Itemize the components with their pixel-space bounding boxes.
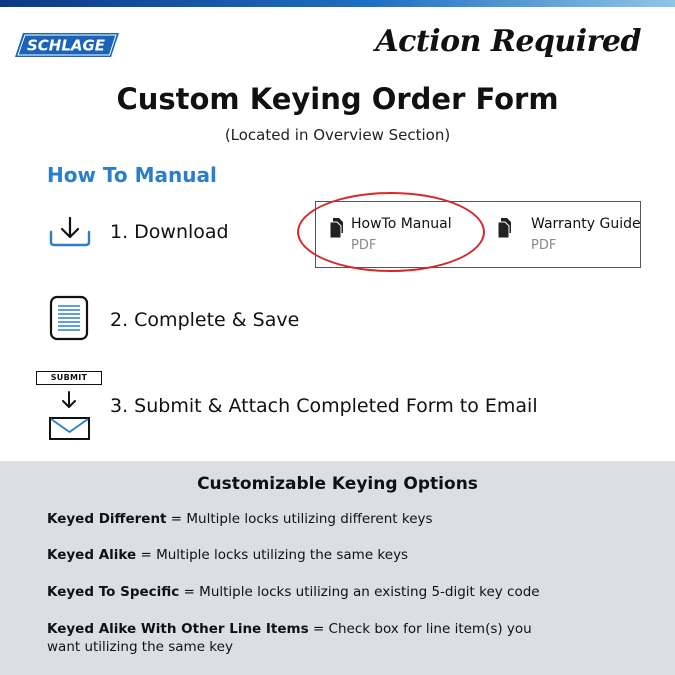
top-gradient-bar — [0, 0, 675, 7]
email-envelope-icon — [48, 390, 92, 442]
option-term: Keyed Alike With Other Line Items — [47, 621, 309, 637]
download-files-panel — [315, 201, 641, 268]
file-name: Warranty Guide — [531, 216, 641, 232]
document-icon — [328, 217, 346, 244]
option-keyed-to-specific — [47, 583, 607, 601]
option-desc: = Check box for line item(s) you want utilizing the same key — [47, 621, 532, 655]
page-subtitle: (Located in Overview Section) — [224, 126, 451, 144]
option-desc: = Multiple locks utilizing different keys — [166, 511, 433, 527]
schlage-logo — [13, 32, 121, 58]
option-term: Keyed To Specific — [47, 584, 180, 600]
logo-text: SCHLAGE — [26, 36, 106, 55]
file-howto-manual[interactable] — [316, 214, 481, 259]
page-title: Custom Keying Order Form — [116, 82, 559, 116]
how-to-manual-heading: How To Manual — [47, 163, 217, 187]
option-keyed-alike — [47, 546, 607, 564]
option-term: Keyed Different — [47, 511, 167, 527]
option-desc: = Multiple locks utilizing an existing 5-digit key code — [179, 584, 540, 600]
file-name: HowTo Manual — [351, 216, 452, 232]
option-desc: = Multiple locks utilizing the same keys — [136, 547, 409, 563]
submit-tag: SUBMIT — [36, 371, 102, 385]
document-icon — [496, 217, 514, 244]
keying-options-title: Customizable Keying Options — [197, 474, 478, 494]
file-type: PDF — [351, 238, 377, 253]
option-keyed-different — [47, 510, 607, 528]
step-download: 1. Download — [110, 221, 229, 243]
keying-options-panel — [0, 461, 675, 675]
action-required-label: Action Required — [375, 24, 641, 59]
file-type: PDF — [531, 238, 557, 253]
file-warranty-guide[interactable] — [484, 214, 639, 259]
download-tray-icon — [48, 216, 92, 248]
option-keyed-alike-other-line-items — [47, 620, 567, 656]
step-submit-attach: 3. Submit & Attach Completed Form to Email — [110, 395, 538, 417]
step-complete-save: 2. Complete & Save — [110, 309, 300, 331]
option-term: Keyed Alike — [47, 547, 137, 563]
notepad-icon — [48, 295, 90, 341]
